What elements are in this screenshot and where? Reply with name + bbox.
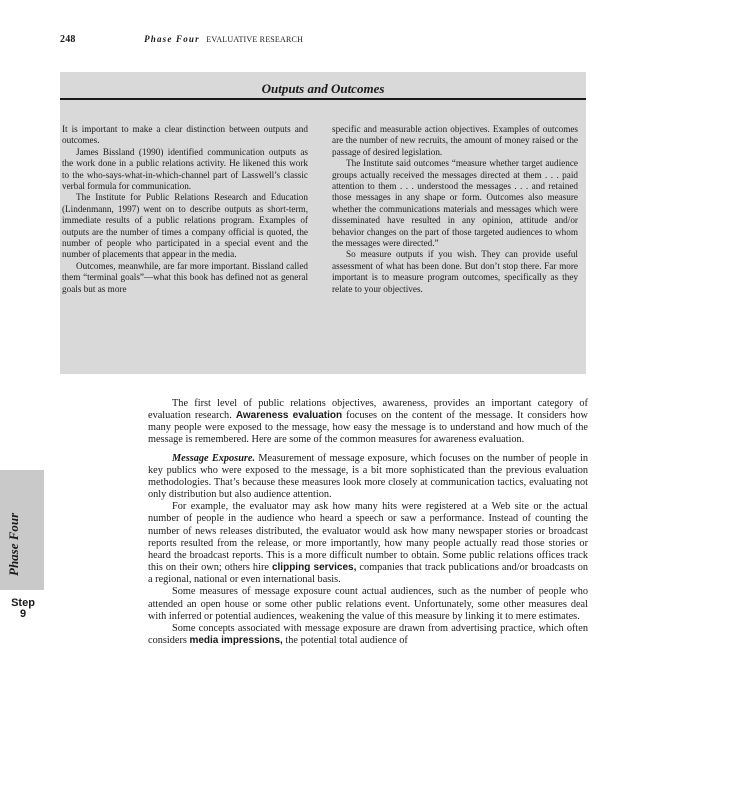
running-head-phase: Phase Four xyxy=(144,34,200,44)
text-run: Some concepts associated with message exposure are drawn from advertising practice, which often considers xyxy=(148,622,588,646)
sidebar-paragraph: The Institute said outcomes “measure whether target audience groups actually received the messages directed at them . . . paid attention to them . . . understood the messages . . . and retained those messages in any shape or form. Outcomes also measure whether the communications materials and messages which were disseminated have resulted in any opinion, attitude and/or behavior changes on the part of those targeted audiences to whom the messages were directed.” xyxy=(332,158,578,249)
sidebar-left-column xyxy=(62,124,308,295)
step-number: 9 xyxy=(19,608,27,620)
sidebar-right-column xyxy=(332,124,578,295)
body-paragraph xyxy=(148,453,588,502)
body-paragraph xyxy=(148,398,588,447)
text-run: Measurement of message exposure, which focuses on the number of people in key publics who were exposed to the message, is a bit more sophisticated than the previous evaluation methodologies. That’s because these measures look more closely at communication tactics, evaluating not only distribution but also audience attention. xyxy=(148,452,588,501)
sidebar-paragraph: The Institute for Public Relations Research and Education (Lindenmann, 1997) went on to describe outputs as short-term, immediate results of a public relations program. Examples of outputs are the number of times a company official is quoted, the number of people who participated in a special event and the number of placements that appear in the media. xyxy=(62,192,308,260)
sidebar-paragraph: It is important to make a clear distinction between outputs and outcomes. xyxy=(62,124,308,146)
step-word: Step xyxy=(11,597,35,609)
text-run: The first level of public relations objectives, awareness, provides an important category of evaluation research. xyxy=(148,398,588,422)
sidebar-box xyxy=(60,72,586,374)
step-label xyxy=(8,598,38,620)
text-run: focuses on the content of the message. It considers how many people were exposed to the message, how easy the message is to understand and how much of the message is remembered. Here are some of the common measures for awareness evaluation. xyxy=(148,410,588,446)
sidebar-title-rule xyxy=(60,98,586,100)
text-run: For example, the evaluator may ask how many hits were registered at a Web site or the actual number of people in the audience who heard a speech or saw a performance. Instead of counting the number of news releases distributed, the evaluator would ask how many newspaper stories or broadcast reports resulted from the release, or more importantly, how many people actually read those stories or heard the broadcast reports. This is a more difficult number to obtain. Some public relations offices track this on their own; others hire xyxy=(148,501,588,574)
sidebar-paragraph: specific and measurable action objectives. Examples of outcomes are the number of new recruits, the amount of money raised or the passage of desired legislation. xyxy=(332,124,578,157)
sidebar-paragraph: Outcomes, meanwhile, are far more important. Bissland called them “terminal goals”—what this book has defined not as general goals but as more xyxy=(62,260,308,294)
key-term: clipping services, xyxy=(271,562,357,574)
key-term: Awareness evaluation xyxy=(235,410,343,422)
run-in-heading: Message Exposure. xyxy=(172,452,256,464)
sidebar-paragraph: James Bissland (1990) identified communication outputs as the work done in a public relations activity. He likened this work to the who-says-what-in-which-channel part of Lasswell’s classic verbal formula for communication. xyxy=(62,146,308,192)
body-paragraph: Some measures of message exposure count actual audiences, such as the number of people who attended an open house or some other public relations event. Unfortunately, some other measures deal with inferred or potential audiences, weakening the value of this measure by linking it to mere estimates. xyxy=(148,586,588,622)
phase-side-tab xyxy=(0,470,44,590)
page-number: 248 xyxy=(60,34,76,45)
running-head xyxy=(60,34,620,45)
body-paragraph xyxy=(148,501,588,586)
key-term: media impressions, xyxy=(189,634,283,646)
sidebar-title: Outputs and Outcomes xyxy=(261,81,385,96)
side-tab-label: Phase Four xyxy=(6,512,21,576)
text-run: companies that track publications and/or broadcasts on a regional, national or even international basis. xyxy=(148,562,588,586)
body-text xyxy=(148,398,588,647)
text-run: the potential total audience of xyxy=(282,634,408,646)
sidebar-paragraph: So measure outputs if you wish. They can provide useful assessment of what has been done. But don’t stop there. Far more important is to measure program outcomes, specifically as they relate to your objectives. xyxy=(332,249,578,294)
running-head-section: EVALUATIVE RESEARCH xyxy=(206,35,304,44)
body-paragraph xyxy=(148,623,588,647)
